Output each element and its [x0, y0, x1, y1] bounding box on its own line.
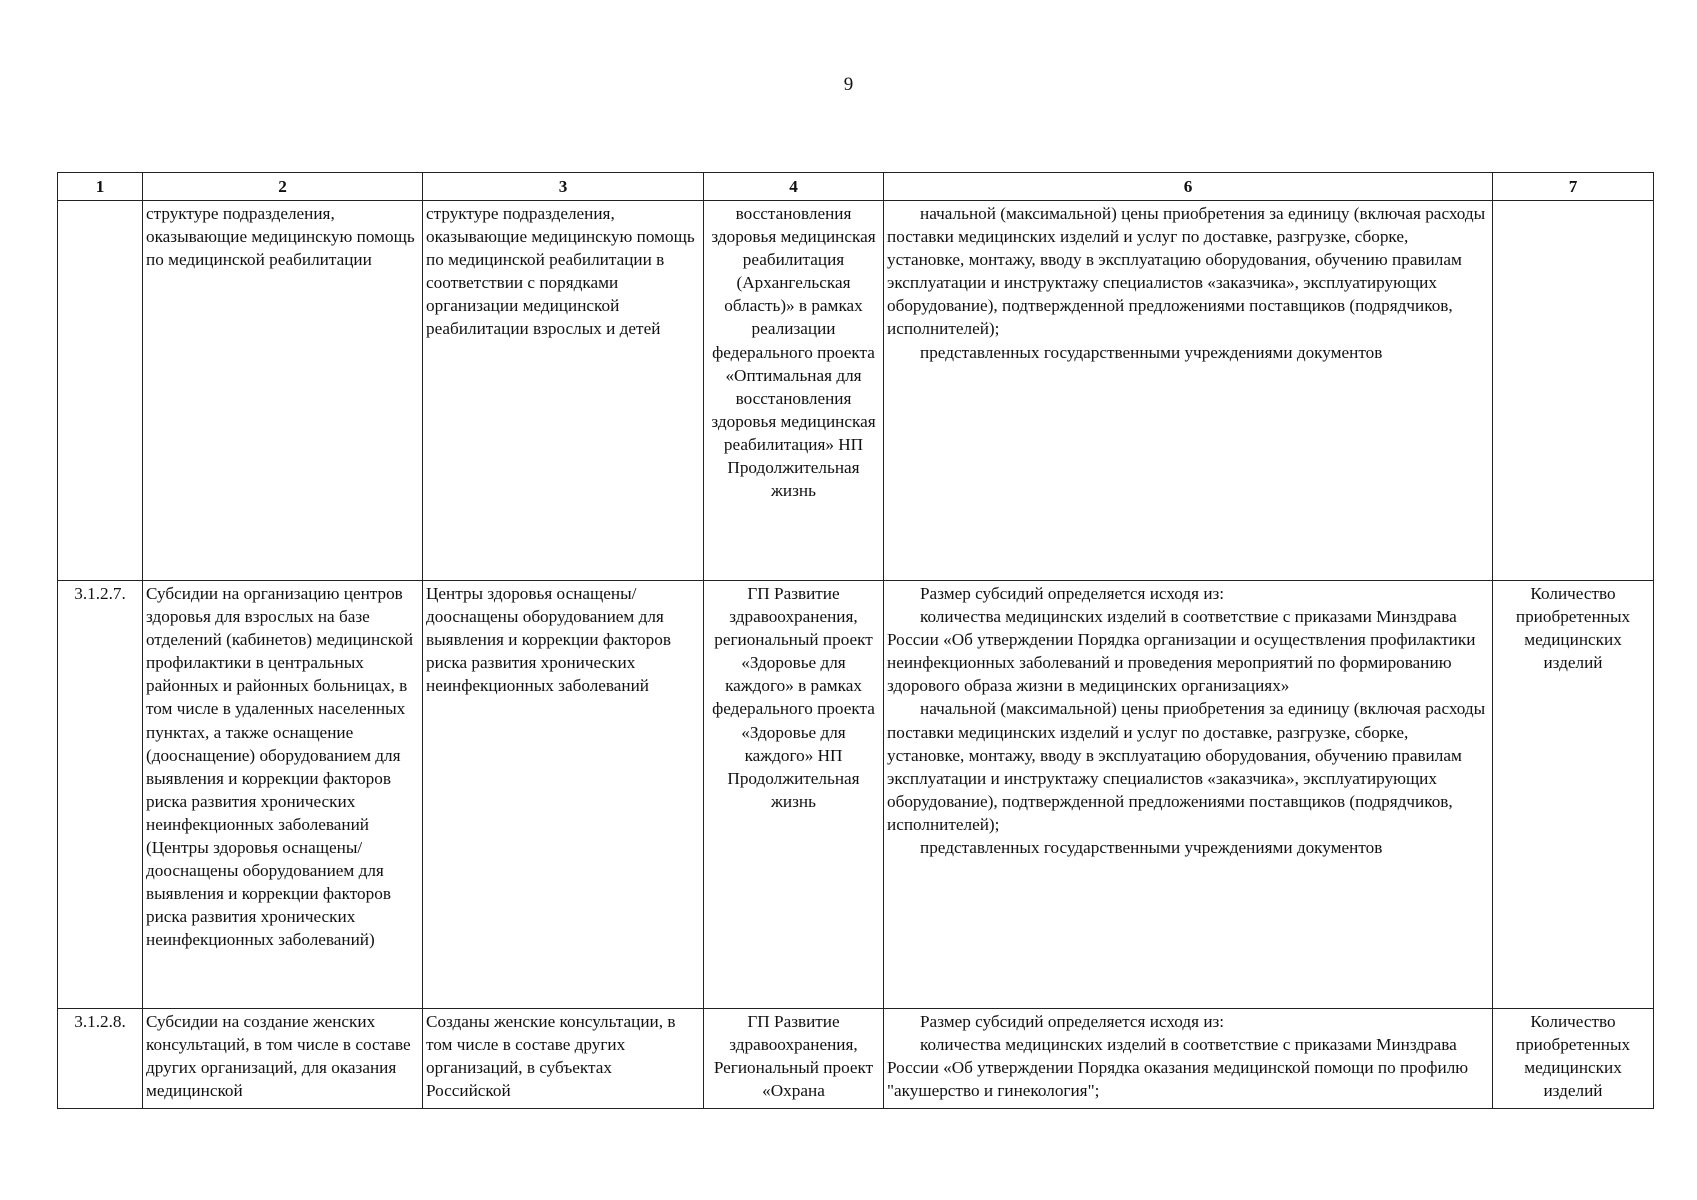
- calculation-method-cell: [884, 201, 1493, 581]
- page-number: 9: [843, 74, 854, 95]
- row-number-cell: [58, 201, 143, 581]
- subsidy-table: [57, 172, 1654, 1109]
- result-cell: структуре подразделения, оказывающие медицинскую помощь по медицинской реабилитации в соответствии с порядками организации медицинской реабилитации взрослых и детей: [423, 201, 704, 581]
- column-header-1: 1: [58, 173, 143, 201]
- table-row: [58, 581, 1654, 1009]
- column-header-6: 6: [884, 173, 1493, 201]
- column-header-2: 2: [143, 173, 423, 201]
- program-cell: ГП Развитие здравоохранения, региональный проект «Здоровье для каждого» в рамках федерального проекта «Здоровье для каждого» НП Продолжительная жизнь: [704, 581, 884, 1009]
- table-row: [58, 201, 1654, 581]
- header-row: [58, 173, 1654, 201]
- calculation-paragraph: представленных государственными учреждениями документов: [920, 342, 1383, 362]
- column-header-7: 7: [1493, 173, 1654, 201]
- row-number-cell: 3.1.2.8.: [58, 1009, 143, 1109]
- calculation-paragraph: начальной (максимальной) цены приобретения за единицу (включая расходы поставки медицинских изделий и услуг по доставке, разгрузке, сборке, установке, монтажу, вводу в эксплуатацию оборудования, обучению правилам эксплуатации и инструктажу специалистов «заказчика», эксплуатирующих оборудование), подтвержденной предложениями поставщиков (подрядчиков, исполнителей);: [887, 204, 1486, 339]
- program-cell: ГП Развитие здравоохранения, Региональный проект «Охрана: [704, 1009, 884, 1109]
- measure-description-cell: структуре подразделения, оказывающие медицинскую помощь по медицинской реабилитации: [143, 201, 423, 581]
- result-cell: Созданы женские консультации, в том числе в составе других организаций, в субъектах Российской: [423, 1009, 704, 1109]
- column-header-4: 4: [704, 173, 884, 201]
- calculation-paragraph: количества медицинских изделий в соответствие с приказами Минздрава России «Об утверждении Порядка организации и осуществления профилактики неинфекционных заболеваний и проведения мероприятий по формированию здорового образа жизни в медицинских организациях»: [887, 607, 1476, 696]
- calculation-method-cell: [884, 1009, 1493, 1109]
- indicator-cell: [1493, 201, 1654, 581]
- result-cell: Центры здоровья оснащены/дооснащены оборудованием для выявления и коррекции факторов риска развития хронических неинфекционных заболеваний: [423, 581, 704, 1009]
- calculation-paragraph: начальной (максимальной) цены приобретения за единицу (включая расходы поставки медицинских изделий и услуг по доставке, разгрузке, сборке, установке, монтажу, вводу в эксплуатацию оборудования, обучению правилам эксплуатации и инструктажу специалистов «заказчика», эксплуатирующих оборудование), подтвержденной предложениями поставщиков (подрядчиков, исполнителей);: [887, 699, 1486, 834]
- calculation-method-cell: [884, 581, 1493, 1009]
- measure-description-cell: Субсидии на организацию центров здоровья для взрослых на базе отделений (кабинетов) медицинской профилактики в центральных районных и районных больницах, в том числе в удаленных населенных пунктах, а также оснащение (дооснащение) оборудованием для выявления и коррекции факторов риска развития хронических неинфекционных заболеваний (Центры здоровья оснащены/дооснащены оборудованием для выявления и коррекции факторов риска развития хронических неинфекционных заболеваний): [143, 581, 423, 1009]
- measure-description-cell: Субсидии на создание женских консультаций, в том числе в составе других организаций, для оказания медицинской: [143, 1009, 423, 1109]
- row-number-cell: 3.1.2.7.: [58, 581, 143, 1009]
- column-header-3: 3: [423, 173, 704, 201]
- indicator-cell: Количество приобретенных медицинских изделий: [1493, 581, 1654, 1009]
- indicator-cell: Количество приобретенных медицинских изделий: [1493, 1009, 1654, 1109]
- calculation-paragraph: количества медицинских изделий в соответствие с приказами Минздрава России «Об утверждении Порядка оказания медицинской помощи по профилю "акушерство и гинекология";: [887, 1035, 1469, 1101]
- table-row: [58, 1009, 1654, 1109]
- calculation-paragraph: Размер субсидий определяется исходя из:: [920, 1012, 1225, 1031]
- program-cell: восстановления здоровья медицинская реабилитация (Архангельская область)» в рамках реализации федерального проекта «Оптимальная для восстановления здоровья медицинская реабилитация» НП Продолжительная жизнь: [704, 201, 884, 581]
- calculation-paragraph: представленных государственными учреждениями документов: [920, 838, 1383, 858]
- calculation-paragraph: Размер субсидий определяется исходя из:: [920, 584, 1225, 603]
